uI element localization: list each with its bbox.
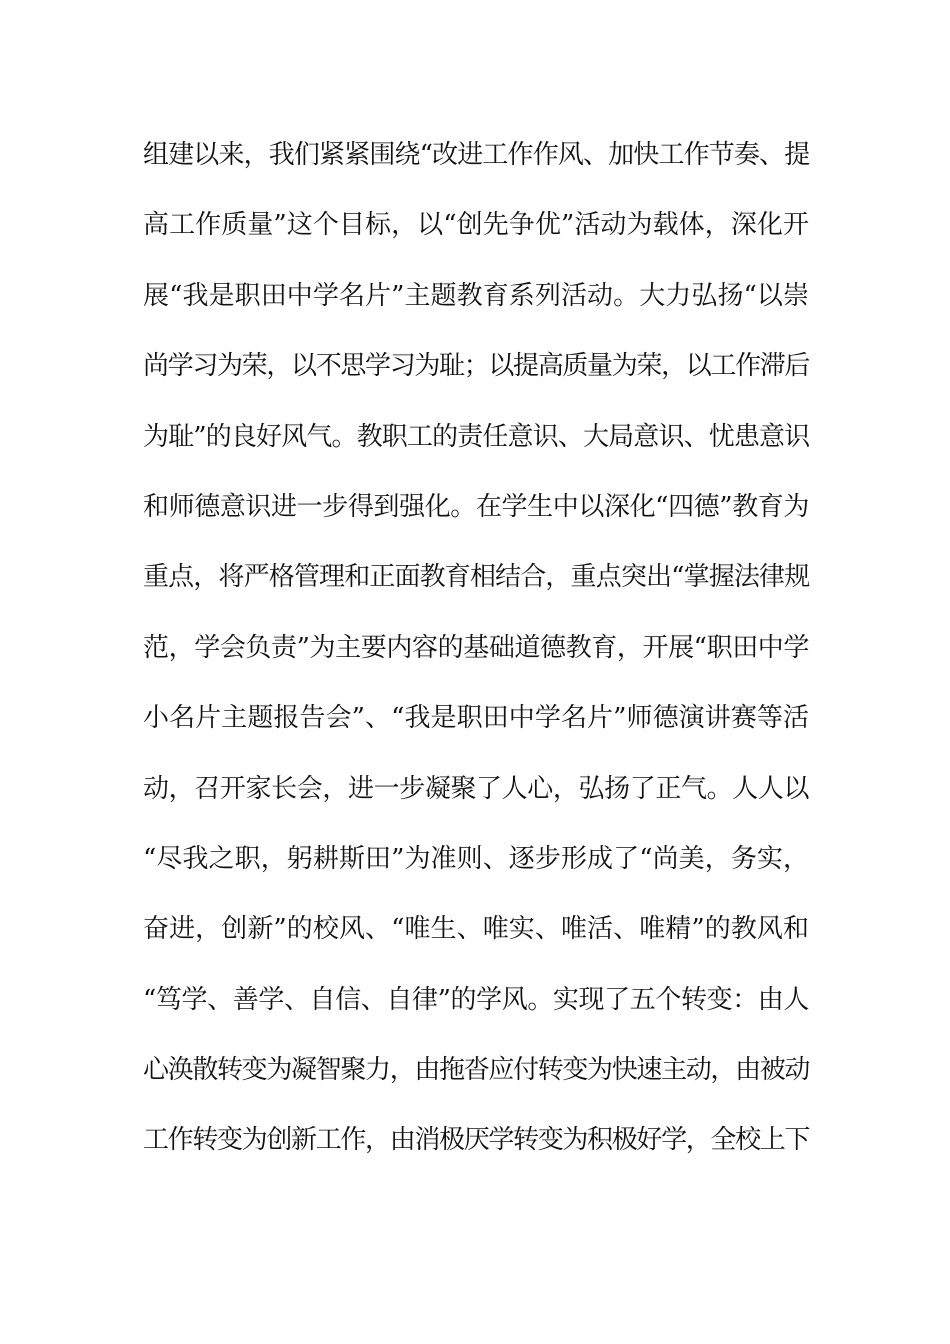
text-line-15: 工作转变为创新工作，由消极厌学转变为积极好学，全校上下 [143,1125,810,1156]
text-line-13: “笃学、善学、自信、自律”的学风。实现了五个转变：由人 [143,984,809,1015]
text-line-11: “尽我之职，躬耕斯田”为准则、逐步形成了“尚美，务实， [143,843,809,874]
text-line-4: 尚学习为荣，以不思学习为耻；以提高质量为荣，以工作滞后 [143,351,810,382]
text-line-2: 高工作质量”这个目标，以“创先争优”活动为载体，深化开 [143,210,809,241]
text-line-5: 为耻”的良好风气。教职工的责任意识、大局意识、忧患意识 [143,421,810,452]
body-paragraph [143,128,809,1184]
text-line-6: 和师德意识进一步得到强化。在学生中以深化“四德”教育为 [143,491,809,522]
text-line-1: 组建以来，我们紧紧围绕“改进工作作风、加快工作节奏、提 [143,140,810,170]
text-line-10: 动，召开家长会，进一步凝聚了人心，弘扬了正气。人人以 [143,773,810,804]
text-line-3: 展“我是职田中学名片”主题教育系列活动。大力弘扬“以崇 [143,280,809,311]
text-line-7: 重点，将严格管理和正面教育相结合，重点突出“掌握法律规 [143,562,810,593]
text-line-9: 小名片主题报告会”、“我是职田中学名片”师德演讲赛等活 [143,703,809,734]
text-line-14: 心涣散转变为凝智聚力，由拖沓应付转变为快速主动，由被动 [143,1055,810,1086]
text-line-12: 奋进，创新”的校风、“唯生、唯实、唯活、唯精”的教风和 [143,914,809,945]
text-line-8: 范，学会负责”为主要内容的基础道德教育，开展“职田中学 [143,632,809,663]
